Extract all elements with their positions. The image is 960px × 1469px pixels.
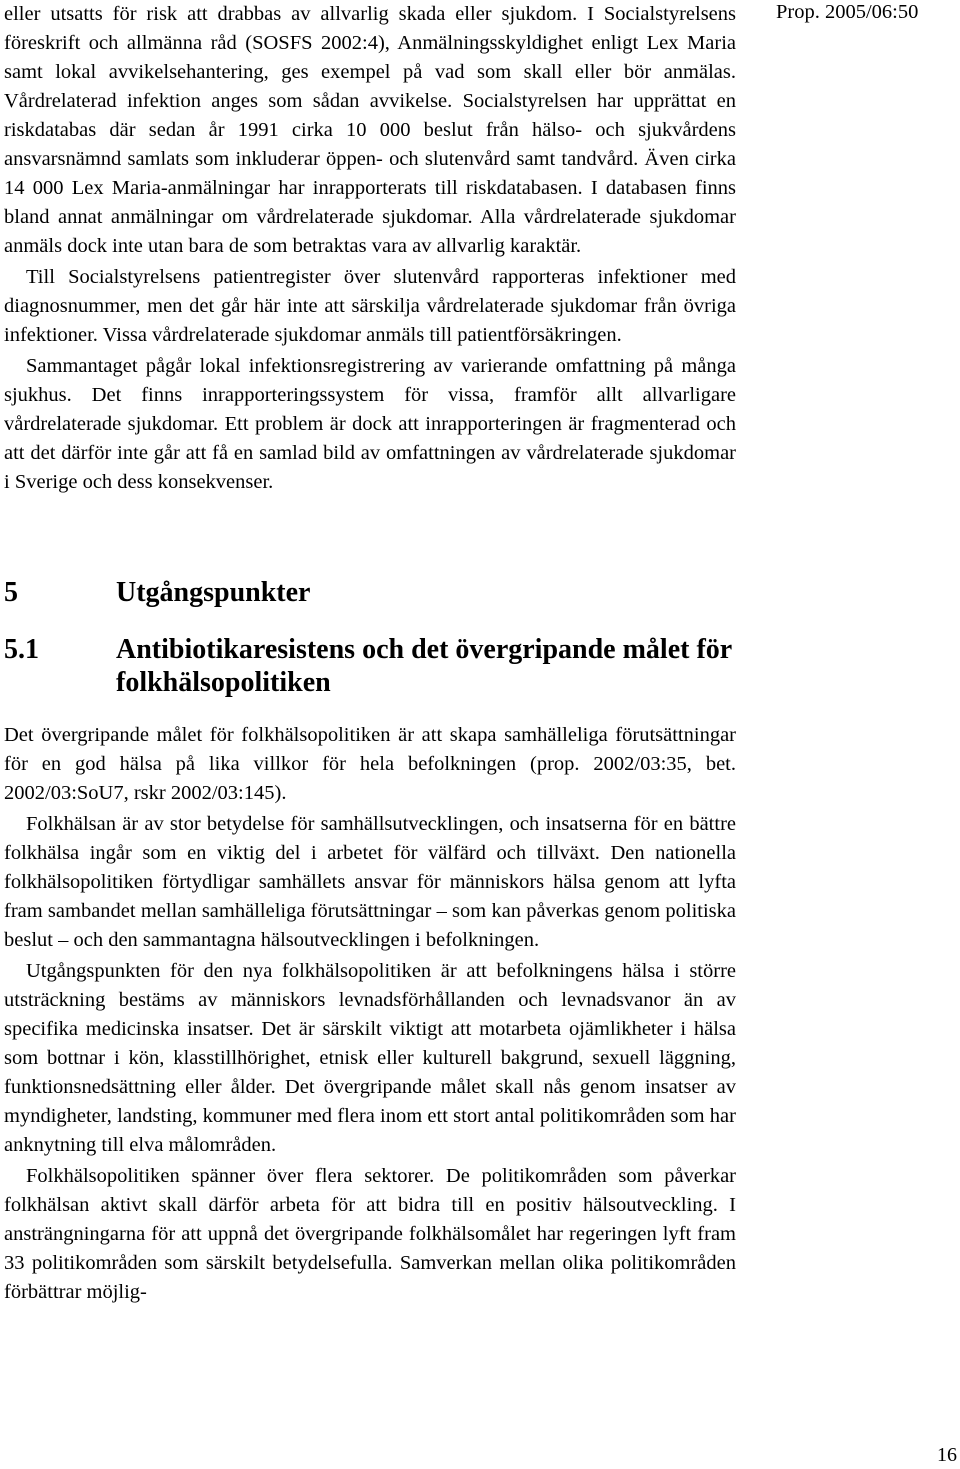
section-heading-5: [4, 576, 736, 609]
body-column: [4, 0, 736, 1307]
body-paragraph-6: Utgångspunkten för den nya folkhälsopolitiken är att befolkningens hälsa i större utsträckning bestäms av människors levnadsförhållanden och levnadsvanor än av specifika medicinska insatser. Det är särskilt viktigt att motarbeta ojämlikheter i hälsa som bottnar i kön, klasstillhörighet, etnisk eller kulturell bakgrund, sexuell läggning, funktionsnedsättning eller ålder. Det övergripande målet skall nås genom insatser av myndigheter, landsting, kommuner med flera inom ett stort antal politikområden som har anknytning till elva målområden.: [4, 960, 736, 1156]
page-number: 16: [937, 1444, 957, 1466]
section-number: 5: [4, 577, 18, 608]
body-paragraph-1: eller utsatts för risk att drabbas av allvarlig skada eller sjukdom. I Socialstyrelsens föreskrift och allmänna råd (SOSFS 2002:4), Anmälningsskyldighet enligt Lex Maria samt lokal avvikelsehantering, ges exempel på vad som skall eller bör anmälas. Vårdrelaterad infektion anges som sådan avvikelse. Socialstyrelsen har upprättat en riskdatabas där sedan år 1991 cirka 10 000 beslut från hälso- och sjukvårdens ansvarsnämnd samlats som inkluderar öppen- och slutenvård samt tandvård. Även cirka 14 000 Lex Maria-anmälningar har inrapporterats till riskdatabasen. I databasen finns bland annat anmälningar om vårdrelaterade sjukdomar. Alla vårdrelaterade sjukdomar anmäls dock inte utan bara de som betraktas vara av allvarlig karaktär.: [4, 3, 736, 257]
running-head: Prop. 2005/06:50: [776, 1, 919, 23]
section-heading-5-1: [4, 633, 736, 699]
section-number: 5.1: [4, 634, 39, 665]
section-title: Utgångspunkter: [116, 577, 311, 608]
body-paragraph-2: Till Socialstyrelsens patientregister över slutenvård rapporteras infektioner med diagnosnummer, men det går här inte att särskilja vårdrelaterade sjukdomar från övriga infektioner. Vissa vårdrelaterade sjukdomar anmäls till patientförsäkringen.: [4, 266, 736, 346]
body-paragraph-7: Folkhälsopolitiken spänner över flera sektorer. De politikområden som påverkar folkhälsan aktivt skall därför arbeta för att bidra till en positiv hälsoutveckling. I ansträngningarna för att uppnå det övergripande folkhälsomålet har regeringen lyft fram 33 politikområden som särskilt betydelsefulla. Samverkan mellan olika politikområden förbättrar möjlig-: [4, 1165, 736, 1303]
body-paragraph-4: Det övergripande målet för folkhälsopolitiken är att skapa samhälleliga förutsättningar för en god hälsa på lika villkor för hela befolkningen (prop. 2002/03:35, bet. 2002/03:SoU7, rskr 2002/03:145).: [4, 724, 736, 804]
body-paragraph-5: Folkhälsan är av stor betydelse för samhällsutvecklingen, och insatserna för en bättre folkhälsa ingår som en viktig del i arbetet för välfärd och tillväxt. Den nationella folkhälsopolitiken förtydligar samhällets ansvar för människors hälsa genom att lyfta fram sambandet mellan samhälleliga förutsättningar – som kan påverkas genom politiska beslut – och den sammantagna hälsoutvecklingen i befolkningen.: [4, 813, 736, 951]
section-title: Antibiotikaresistens och det övergripande målet för folkhälsopolitiken: [116, 634, 732, 698]
body-paragraph-3: Sammantaget pågår lokal infektionsregistrering av varierande omfattning på många sjukhus. Det finns inrapporteringssystem för vissa, framför allt allvarligare vårdrelaterade sjukdomar. Ett problem är dock att inrapporteringen är fragmenterad och att det därför inte går att få en samlad bild av omfattningen av vårdrelaterade sjukdomar i Sverige och dess konsekvenser.: [4, 355, 736, 493]
